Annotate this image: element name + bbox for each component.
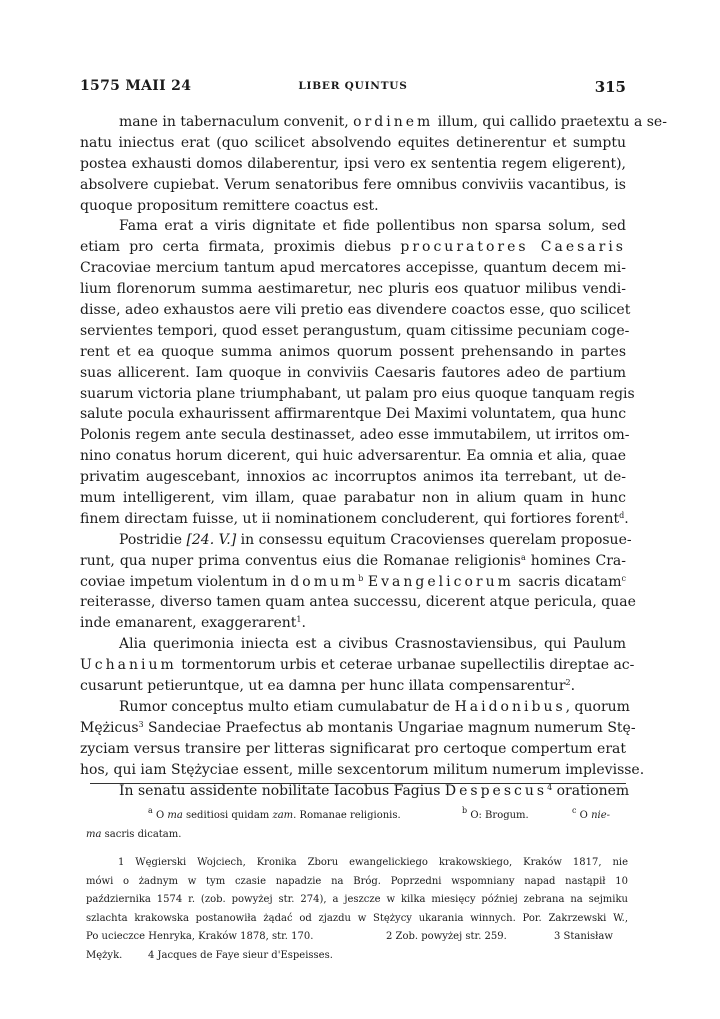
italic-text: ma [167, 810, 183, 821]
page-number: 315 [594, 78, 626, 96]
text-line: coviae impetum violentum in domum$^b$ Evangelicorum sacris dicatam$^c$ [80, 573, 626, 590]
footnote-marker: d [619, 510, 625, 520]
footnote-line [86, 947, 628, 966]
spaced-name: Despescus [444, 782, 548, 799]
text-line: Cracoviae mercium tantum apud mercatores accepisse, quantum decem mi- [80, 260, 626, 277]
text-line: natu iniectus erat (quo scilicet absolvendo equites detinerentur et sumptu [80, 134, 626, 151]
textual-footnotes [86, 806, 628, 844]
spaced-name: procuratores Caesaris [400, 239, 626, 256]
italic-text: zam. [272, 810, 297, 821]
italic-text: [24. V.] [186, 531, 237, 548]
paragraph [80, 634, 635, 697]
spaced-name: ordinem [353, 114, 434, 130]
spaced-name: Haidonibus [454, 698, 566, 715]
footnote-line: szlachta krakowska postanowiła żądać od zjazdu w Stężycy ukarania winnych. Por. Zakrzewski W., [86, 912, 628, 924]
text-line: Rumor conceptus multo etiam cumulabatur de Haidonibus, quorum [119, 698, 630, 715]
footnote-segment: Po ucieczce Henryka, Kraków 1878, str. 170. [86, 931, 314, 943]
text-line: Uchanium tormentorum urbis et ceterae urbanae supellectilis direptae ac- [80, 657, 635, 674]
italic-text: ma [86, 829, 102, 840]
paragraph [80, 112, 667, 216]
italic-text: nie- [591, 810, 610, 821]
text-line: suarum victoria plane triumphabant, ut palam pro eius quoque tanquam regis [80, 385, 635, 402]
footnote-marker: a [520, 552, 526, 562]
text-line: rent et ea quoque summa animos quorum possent prehensando in partes [80, 343, 626, 360]
footnote-segment: Mężyk. [86, 949, 123, 961]
footnote-continuation: ma sacris dicatam. [86, 829, 182, 840]
footnote-marker: 3 [138, 719, 144, 729]
text-line: servientes tempori, quod esset perangustum, quam citissime pecuniam coge- [80, 322, 630, 339]
paragraph [80, 216, 635, 529]
footnote-segment: 2 Zob. powyżej str. 259. [386, 931, 507, 943]
footnote-b: $^b$ O: Brogum. [462, 806, 529, 821]
header-date: 1575 MAII 24 [80, 78, 192, 94]
paragraph [80, 697, 645, 781]
text-line: inde emanarent, exaggerarent$^1$. [80, 615, 306, 632]
text-line: reiterasse, diverso tamen quam antea successu, dicerent atque pericula, quae [80, 594, 636, 611]
text-line: absolvere cupiebat. Verum senatoribus fere omnibus conviviis vacantibus, is [80, 176, 626, 193]
footnote-marker: 4 [547, 782, 553, 792]
text-line: privatim augescebant, innoxios ac incorruptos animos ita terrebant, ut de- [80, 469, 626, 486]
text-line: disse, adeo exhaustos aere vili pretio eas divendere coactos esse, quo scilicet [80, 302, 631, 319]
text-line: Polonis regem ante secula destinasset, adeo esse immutabilem, ut irritos om- [80, 427, 630, 444]
text-line: hos, qui iam Stężyciae essent, mille sexcentorum militum numerum implevisse. [80, 761, 645, 778]
footnote-marker: c [572, 806, 577, 815]
text-line: mum intelligerent, vim illam, quae parabatur non in alium quam in hunc [80, 490, 626, 507]
text-line: postea exhausti domos dilaberentur, ipsi vero ex sententia regem eligerent), [80, 155, 626, 172]
footnote-c: $^c$ O nie- [572, 806, 610, 821]
text-line: zyciam versus transire per litteras significarat pro certoque compertum erat [80, 740, 626, 757]
footnote-marker: b [358, 573, 364, 583]
footnote-segment: 3 Stanisław [554, 931, 613, 943]
text-line: mane in tabernaculum convenit, ordinem illum, qui callido praetextu a se- [119, 114, 667, 130]
footnote-line: 1 Węgierski Wojciech, Kronika Zboru ewangelickiego krakowskiego, Kraków 1817, nie [118, 857, 628, 868]
footnote-row [86, 806, 628, 825]
text-line: runt, qua nuper prima conventus eius die Romanae religionis$^a$ homines Cra- [80, 552, 626, 569]
text-line: Alia querimonia iniecta est a civibus Crasnostaviensibus, qui Paulum [119, 636, 626, 653]
footnote-line [86, 928, 628, 947]
main-text [80, 112, 667, 801]
text-line: salute pocula exhaurissent affirmarentque Dei Maximi voluntatem, qua hunc [80, 406, 627, 423]
footnote-marker: b [462, 806, 468, 815]
footnote-divider [90, 783, 626, 784]
header-book-title: LIBER QUINTUS [298, 80, 408, 92]
footnote-marker: a [148, 806, 153, 815]
text-line: quoque propositum remittere coactus est. [80, 197, 379, 214]
text-line: Mężicus$^3$ Sandeciae Praefectus ab montanis Ungariae magnum numerum Stę- [80, 719, 636, 736]
text-line: nino conatus horum dicerent, qui huic adversarentur. Ea omnia et alia, quae [80, 448, 626, 465]
spaced-name: Evangelicorum [367, 573, 514, 590]
text-line: lium florenorum summa aestimaretur, nec pluris eos quatuor milibus vendi- [80, 281, 626, 298]
text-line: suas allicerent. Iam quoque in conviviis Caesaris fautores adeo de partium [80, 364, 626, 381]
text-line: cusarunt petieruntque, ut ea damna per hunc illata compensarentur$^2$. [80, 678, 576, 695]
spaced-name: Uchanium [80, 657, 177, 674]
spaced-name: domum [290, 573, 359, 590]
footnote-marker: c [621, 573, 626, 583]
footnote-marker: 2 [565, 678, 571, 688]
text-line: Fama erat a viris dignitate et fide pollentibus non sparsa solum, sed [119, 218, 626, 235]
text-line: In senatu assidente nobilitate Iacobus Fagius Despescus$^4$ orationem [119, 782, 630, 799]
text-line: Postridie [24. V.] in consessu equitum Cracovienses querelam proposue- [119, 531, 632, 548]
footnote-a: $^a$ O ma seditiosi quidam zam. Romanae religionis. [148, 806, 401, 821]
text-line: etiam pro certa firmata, proximis diebus procuratores Caesaris [80, 239, 626, 256]
footnote-line: października 1574 r. (zob. powyżej str. 274), a jeszcze w kilka miesięcy później zebrana na sejmiku [86, 894, 628, 906]
footnote-marker: 1 [296, 615, 302, 625]
footnote-line: mówi o żadnym w tym czasie napadzie na Bróg. Poprzedni wspomniany napad nastąpił 10 [86, 875, 628, 887]
paragraph [80, 530, 636, 634]
historical-footnotes [86, 854, 628, 966]
text-line: finem directam fuisse, ut ii nominationem concluderent, qui fortiores forent$^d$. [80, 510, 629, 527]
footnote-segment: 4 Jacques de Faye sieur d'Espeisses. [148, 949, 333, 961]
running-header [80, 78, 626, 98]
